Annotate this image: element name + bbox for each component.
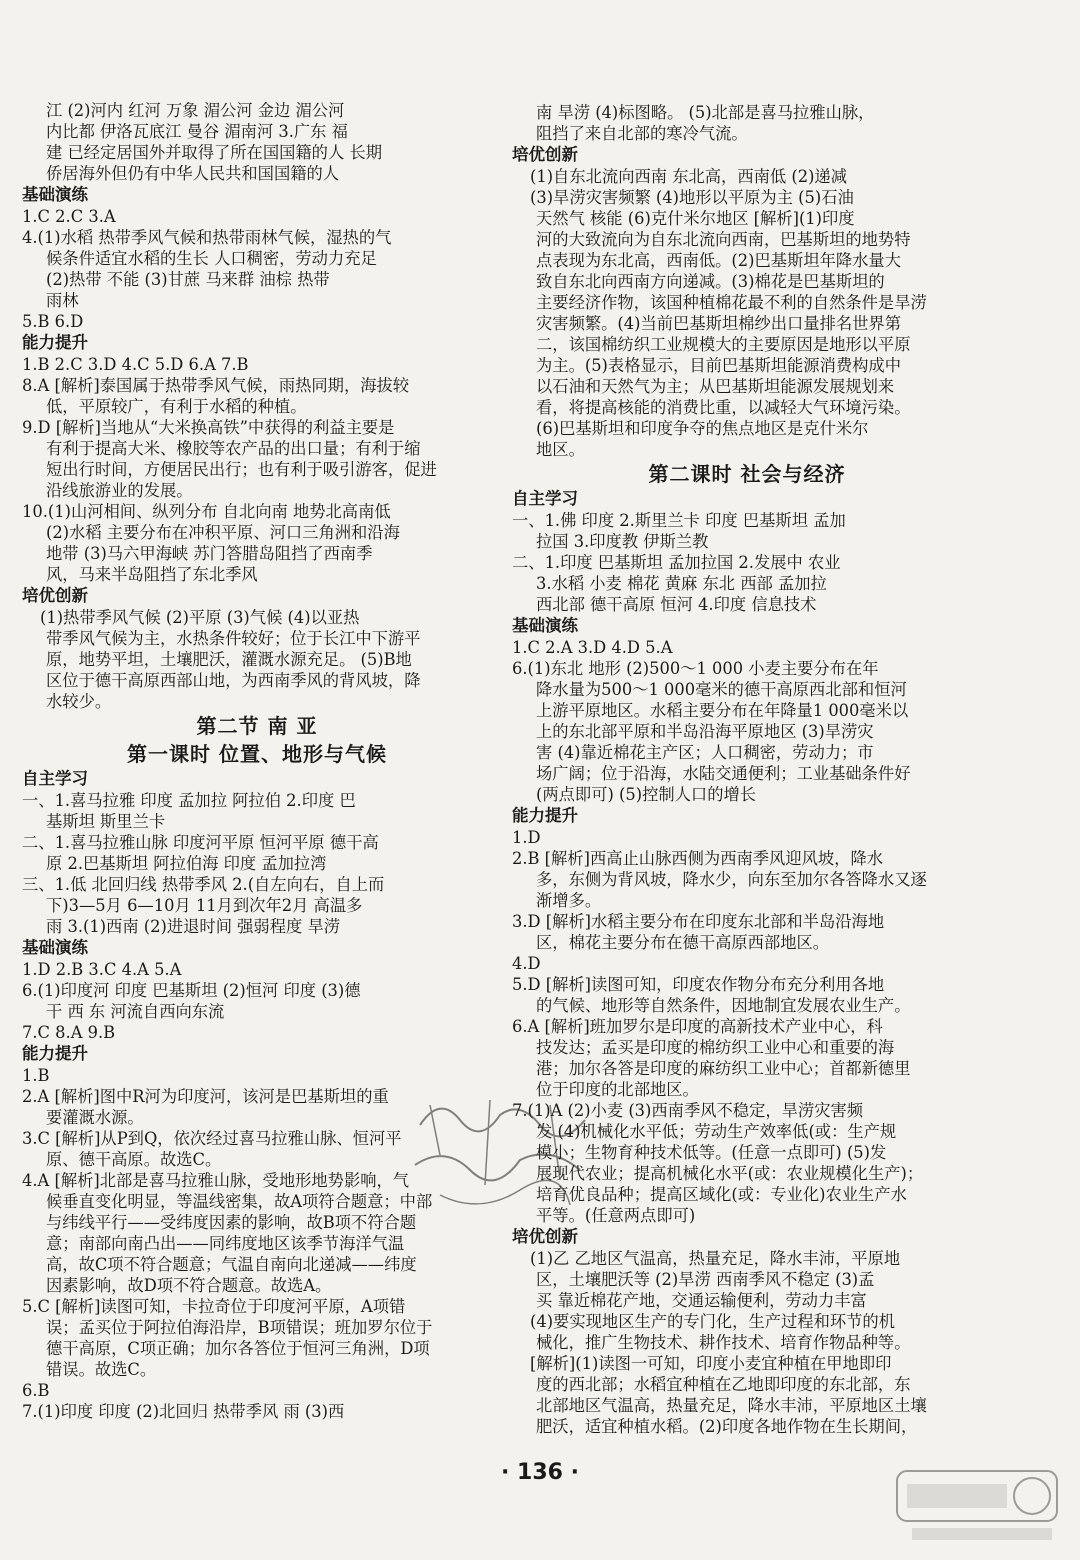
section-heading: 自主学习 (22, 769, 88, 788)
text-line: 港；加尔各答是印度的麻纺织工业中心；首都新德里 (536, 1059, 911, 1078)
text-line: 一、1.佛 印度 2.斯里兰卡 印度 巴基斯坦 孟加 (512, 511, 846, 530)
text-line: 培育优良品种；提高区域化(或：专业化)农业生产水 (536, 1185, 907, 1204)
text-line: 拉国 3.印度教 伊斯兰教 (536, 532, 709, 551)
text-line: 有利于提高大米、橡胶等农产品的出口量；有利于缩 (46, 439, 421, 458)
text-line: 原，地势平坦，土壤肥沃，灌溉水源充足。 (5)B地 (46, 650, 412, 669)
text-line: 原、德干高原。故选C。 (46, 1150, 222, 1169)
text-line: 错误。故选C。 (46, 1360, 157, 1379)
section-heading: 能力提升 (22, 1044, 88, 1063)
text-line: 3.D [解析]水稻主要分布在印度东北部和半岛沿海地 (512, 912, 885, 931)
text-line: 为主。(5)表格显示，目前巴基斯坦能源消费构成中 (536, 356, 901, 375)
text-line: 1.C 2.A 3.D 4.D 5.A (512, 638, 673, 657)
text-line: 原 2.巴基斯坦 阿拉伯海 印度 孟加拉湾 (46, 854, 327, 873)
text-line: 7.(1)A (2)小麦 (3)西南季风不稳定，旱涝灾害频 (512, 1101, 864, 1120)
text-line: 江 (2)河内 红河 万象 湄公河 金边 湄公河 (46, 101, 345, 120)
text-line: 1.B 2.C 3.D 4.C 5.D 6.A 7.B (22, 355, 249, 374)
text-line: 技发达；孟买是印度的棉纺织工业中心和重要的海 (536, 1038, 895, 1057)
text-line: 地区。 (536, 440, 585, 459)
text-line: 二、1.印度 巴基斯坦 孟加拉国 2.发展中 农业 (512, 553, 841, 572)
text-line: 害 (4)靠近棉花主产区；人口稠密，劳动力；市 (536, 743, 874, 762)
text-line: 致自东北向西南方向递减。(3)棉花是巴基斯坦的 (536, 272, 885, 291)
text-line: 1.C 2.C 3.A (22, 207, 116, 226)
section-heading: 基础演练 (512, 616, 578, 635)
section-heading: 培优创新 (22, 586, 88, 605)
text-line: 基斯坦 斯里兰卡 (46, 812, 166, 831)
text-line: 侨居海外但仍有中华人民共和国国籍的人 (46, 164, 340, 183)
section-heading: 基础演练 (22, 938, 88, 957)
text-line: 3.C [解析]从P到Q，依次经过喜马拉雅山脉、恒河平 (22, 1129, 402, 1148)
text-line: 度的西北部；水稻宜种植在乙地即印度的东北部，东 (536, 1375, 911, 1394)
text-line: 阻挡了来自北部的寒冷气流。 (536, 124, 748, 143)
text-line: 水较少。 (46, 692, 112, 711)
text-line: 西北部 德干高原 恒河 4.印度 信息技术 (536, 595, 817, 614)
text-line: 沿线旅游业的发展。 (46, 481, 193, 500)
text-line: 误；孟买位于阿拉伯海沿岸，B项错误；班加罗尔位于 (46, 1318, 433, 1337)
text-line: 位于印度的北部地区。 (536, 1080, 699, 1099)
text-line: 低，平原较广，有利于水稻的种植。 (46, 397, 307, 416)
text-line: (1)热带季风气候 (2)平原 (3)气候 (4)以亚热 (40, 608, 360, 627)
text-line: 4.(1)水稻 热带季风气候和热带雨林气候，湿热的气 (22, 228, 392, 247)
corner-logo (892, 1466, 1062, 1546)
text-line: 一、1.喜马拉雅 印度 孟加拉 阿拉伯 2.印度 巴 (22, 791, 356, 810)
right-column (512, 102, 982, 1437)
section-heading: 培优创新 (512, 1227, 578, 1246)
text-line: 平等。(任意两点即可) (536, 1206, 696, 1225)
text-line: 意；南部向南凸出——同纬度地区该季节海洋气温 (46, 1234, 405, 1253)
text-line: 区，土壤肥沃等 (2)旱涝 西南季风不稳定 (3)孟 (536, 1270, 875, 1289)
text-line: [解析](1)读图一可知，印度小麦宜种植在甲地即印 (530, 1354, 892, 1373)
text-line: 1.D 2.B 3.C 4.A 5.A (22, 960, 182, 979)
text-line: 展现代农业；提高机械化水平(或：农业规模化生产)； (536, 1164, 924, 1183)
text-line: 与纬线平行——受纬度因素的影响，故B项不符合题 (46, 1213, 417, 1232)
text-line: 肥沃，适宜种植水稻。(2)印度各地作物在生长期间， (536, 1417, 918, 1436)
text-line: (3)旱涝灾害频繁 (4)地形以平原为主 (5)石油 (530, 188, 854, 207)
text-line: 4.D (512, 954, 541, 973)
text-line: 5.B 6.D (22, 312, 84, 331)
text-line: 区，棉花主要分布在德干高原西部地区。 (536, 933, 830, 952)
text-line: 建 已经定居国外并取得了所在国国籍的人 长期 (46, 143, 382, 162)
text-line: 南 旱涝 (4)标图略。 (5)北部是喜马拉雅山脉， (536, 103, 875, 122)
section-heading: 能力提升 (512, 806, 578, 825)
text-line: 天然气 核能 (6)克什米尔地区 [解析](1)印度 (536, 209, 855, 228)
text-line: (6)巴基斯坦和印度争夺的焦点地区是克什米尔 (536, 419, 869, 438)
text-line: 8.A [解析]泰国属于热带季风气候，雨热同期，海拔较 (22, 376, 410, 395)
text-line: 7.C 8.A 9.B (22, 1023, 116, 1042)
text-line: 买 靠近棉花产地，交通运输便利，劳动力丰富 (536, 1291, 867, 1310)
text-line: 主要经济作物，该国种植棉花最不利的自然条件是旱涝 (536, 293, 927, 312)
text-line: 因素影响，故D项不符合题意。故选A。 (46, 1276, 332, 1295)
text-line: 三、1.低 北回归线 热带季风 2.(自左向右，自上而 (22, 875, 385, 894)
text-line: 点表现为东北高，西南低。(2)巴基斯坦年降水量大 (536, 251, 901, 270)
text-line: 模小；生物育种技术低等。(任意一点即可) (5)发 (536, 1143, 887, 1162)
text-line: 要灌溉水源。 (46, 1108, 144, 1127)
text-line: 带季风气候为主，水热条件较好；位于长江中下游平 (46, 629, 421, 648)
text-line: 地带 (3)马六甲海峡 苏门答腊岛阻挡了西南季 (46, 544, 373, 563)
text-line: (2)热带 不能 (3)甘蔗 马来群 油棕 热带 (46, 270, 330, 289)
text-line: 区位于德干高原西部山地，为西南季风的背风坡，降 (46, 671, 421, 690)
text-line: 候条件适宜水稻的生长 人口稠密，劳动力充足 (46, 249, 377, 268)
page-number: · 136 · (501, 1460, 579, 1485)
text-line: 的气候、地形等自然条件，因地制宜发展农业生产。 (536, 996, 911, 1015)
text-line: 二，该国棉纺织工业规模大的主要原因是地形以平原 (536, 335, 911, 354)
text-line: 短出行时间，方便居民出行；也有利于吸引游客，促进 (46, 460, 437, 479)
text-line: 上的东北部平原和半岛沿海平原地区 (3)旱涝灾 (536, 722, 874, 741)
section-title: 第二课时 社会与经济 (648, 462, 846, 486)
text-line: 高，故C项不符合题意；气温自南向北递减——纬度 (46, 1255, 417, 1274)
text-line: 2.B [解析]西高止山脉西侧为西南季风迎风坡，降水 (512, 849, 884, 868)
text-line: 发 (4)机械化水平低；劳动生产效率低(或：生产规 (536, 1122, 897, 1141)
text-line: 降水量为500～1 000毫米的德干高原西北部和恒河 (536, 680, 907, 699)
text-line: 6.(1)东北 地形 (2)500～1 000 小麦主要分布在年 (512, 659, 879, 678)
text-line: 械化，推广生物技术、耕作技术、培育作物品种等。 (536, 1333, 911, 1352)
text-line: 渐增多。 (536, 891, 602, 910)
text-line: 候垂直变化明显，等温线密集，故A项符合题意；中部 (46, 1192, 433, 1211)
text-line: (1)自东北流向西南 东北高，西南低 (2)递减 (530, 167, 847, 186)
text-line: 北部地区气温高，热量充足，降水丰沛，平原地区土壤 (536, 1396, 927, 1415)
text-line: 7.(1)印度 印度 (2)北回归 热带季风 雨 (3)西 (22, 1402, 345, 1421)
text-line: 6.B (22, 1381, 50, 1400)
text-line: 5.C [解析]读图可知，卡拉奇位于印度河平原，A项错 (22, 1297, 406, 1316)
text-line: 河的大致流向为自东北流向西南，巴基斯坦的地势特 (536, 230, 911, 249)
text-line: 场广阔；位于沿海，水陆交通便利；工业基础条件好 (536, 764, 911, 783)
text-line: 内比都 伊洛瓦底江 曼谷 湄南河 3.广东 福 (46, 122, 348, 141)
text-line: 9.D [解析]当地从“大米换高铁”中获得的利益主要是 (22, 418, 395, 437)
section-heading: 培优创新 (512, 145, 578, 164)
text-line: 雨林 (46, 291, 79, 310)
text-line: 1.B (22, 1066, 50, 1085)
text-line: (2)水稻 主要分布在冲积平原、河口三角洲和沿海 (46, 523, 400, 542)
text-line: 看，将提高核能的消费比重，以减轻大气环境污染。 (536, 398, 911, 417)
text-line: 干 西 东 河流自西向东流 (46, 1002, 225, 1021)
text-line: 二、1.喜马拉雅山脉 印度河平原 恒河平原 德干高 (22, 833, 379, 852)
text-line: 6.(1)印度河 印度 巴基斯坦 (2)恒河 印度 (3)德 (22, 981, 361, 1000)
text-line: 1.D (512, 828, 541, 847)
section-heading: 基础演练 (22, 185, 88, 204)
text-line: 多，东侧为背风坡，降水少，向东至加尔各答降水又逐 (536, 870, 927, 889)
text-line: 下)3—5月 6—10月 11月到次年2月 高温多 (46, 896, 363, 915)
section-heading: 能力提升 (22, 333, 88, 352)
text-line: 以石油和天然气为主；从巴基斯坦能源发展规划来 (536, 377, 895, 396)
handwritten-watermark (400, 1085, 600, 1225)
text-line: 雨 3.(1)西南 (2)进退时间 强弱程度 旱涝 (46, 917, 341, 936)
text-line: 2.A [解析]图中R河为印度河，该河是巴基斯坦的重 (22, 1087, 389, 1106)
text-line: 5.D [解析]读图可知，印度农作物分布充分利用各地 (512, 975, 885, 994)
text-line: 3.水稻 小麦 棉花 黄麻 东北 西部 孟加拉 (536, 574, 827, 593)
text-line: 6.A [解析]班加罗尔是印度的高新技术产业中心，科 (512, 1017, 883, 1036)
text-line: 德干高原，C项正确；加尔各答位于恒河三角洲，D项 (46, 1339, 430, 1358)
text-line: (4)要实现地区生产的专门化，生产过程和环节的机 (530, 1312, 895, 1331)
text-line: 4.A [解析]北部是喜马拉雅山脉，受地形地势影响，气 (22, 1171, 410, 1190)
section-title: 第二节 南 亚 (196, 714, 318, 738)
text-line: 灾害频繁。(4)当前巴基斯坦棉纱出口量排名世界第 (536, 314, 901, 333)
section-heading: 自主学习 (512, 489, 578, 508)
text-line: 10.(1)山河相间、纵列分布 自北向南 地势北高南低 (22, 502, 391, 521)
section-title: 第一课时 位置、地形与气候 (127, 742, 387, 766)
text-line: 风，马来半岛阻挡了东北季风 (46, 565, 258, 584)
text-line: 上游平原地区。水稻主要分布在年降量1 000毫米以 (536, 701, 909, 720)
text-line: (1)乙 乙地区气温高，热量充足，降水丰沛，平原地 (530, 1249, 901, 1268)
text-line: (两点即可) (5)控制人口的增长 (536, 785, 757, 804)
